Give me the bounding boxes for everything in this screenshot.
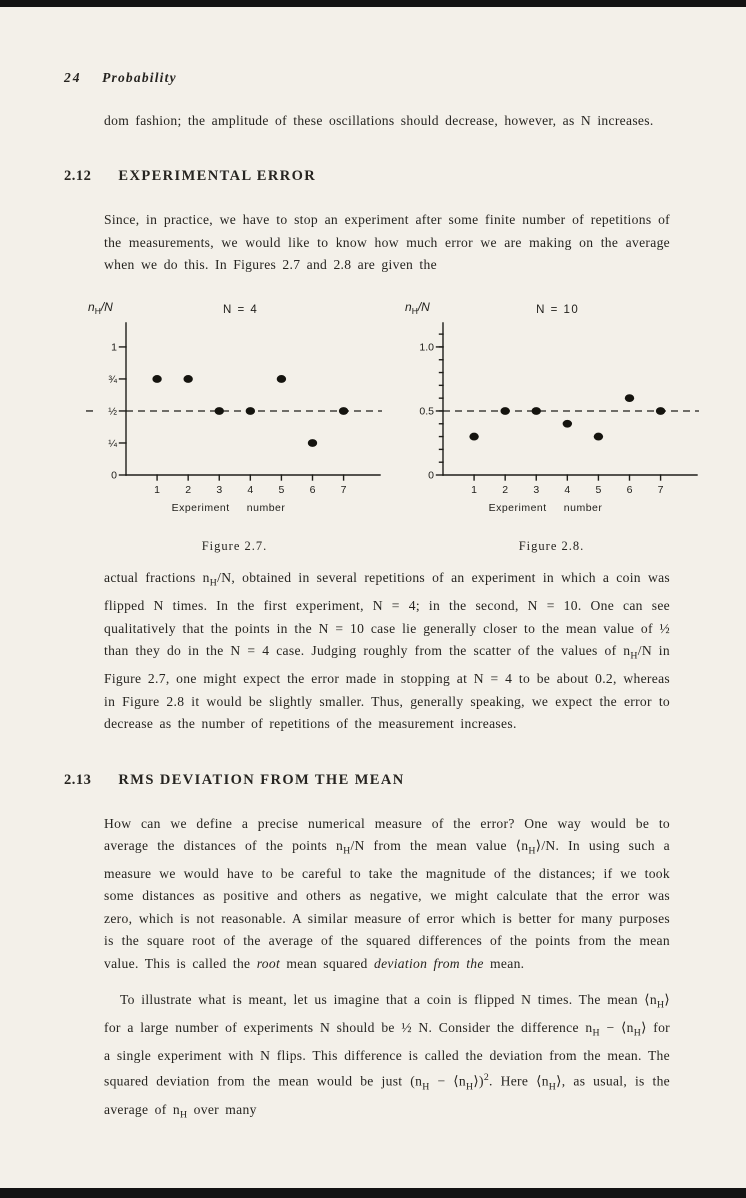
section-2-13-heading <box>64 772 704 789</box>
chart-figure-2-7 <box>82 291 384 537</box>
section-2-12-title: EXPERIMENTAL ERROR <box>118 168 317 185</box>
section-2-12-paragraph-2: actual fractions $n_H/N$, obtained in several repetitions of an experiment in which a coin was flipped N times. In the first experiment, N = 4; in the second, N = 10. One can see qualitatively that the points in the N = 10 case lie generally closer to the mean value of ½ than they do in the N = 4 case. Judging roughly from the scatter of the values of $n_H/N$ in Figure 2.7, one might expect the error made in stopping at N = 4 to be about 0.2, whereas in Figure 2.8 it would be slightly smaller. Thus, generally speaking, we expect the error to decrease as the number of repetitions of the measurement increases. <box>104 570 671 732</box>
chart-figure-2-8 <box>399 291 701 537</box>
figure-2-8-caption: Figure 2.8. <box>518 538 585 553</box>
svg-text:Experiment number: Experiment number <box>488 501 603 514</box>
svg-text:0.5: 0.5 <box>419 405 434 418</box>
svg-text:2: 2 <box>502 483 509 496</box>
figure-2-7 <box>82 291 387 554</box>
svg-text:7: 7 <box>340 483 347 496</box>
section-2-13-paragraph-1: How can we define a precise numerical measure of the error? One way would be to average the distances of the points $n_H/N$ from the mean value $⟨n_H⟩/N$. In using such a measure we would have to be careful to take the magnitude of the distances; if we took some distances as positive and others as negative, we might calculate that the error was zero, which is not reasonable. A similar measure of error which is better for many purposes is the square root of the average of the squared differences of the points from the mean value. This is called the root mean squared deviation from the mean. <box>104 815 670 971</box>
svg-text:1: 1 <box>154 483 161 496</box>
svg-text:0: 0 <box>111 469 117 482</box>
section-2-12-paragraph-1: Since, in practice, we have to stop an experiment after some finite number of repetitions of the measurements, we would like to know how much error we are making on the average when we do this. In Figures 2.7 and 2.8 are given the <box>104 212 670 273</box>
section-2-12-heading <box>64 168 704 185</box>
svg-text:4: 4 <box>564 483 571 496</box>
svg-text:4: 4 <box>247 483 254 496</box>
svg-text:1.0: 1.0 <box>419 341 434 354</box>
svg-text:¼: ¼ <box>108 437 117 450</box>
svg-text:6: 6 <box>626 483 633 496</box>
svg-text:nH/N: $n_H/N$ <box>88 299 113 316</box>
page-header <box>64 70 704 86</box>
section-2-13-number: 2.13 <box>64 771 92 788</box>
svg-text:0: 0 <box>428 469 434 482</box>
svg-text:Experiment number: Experiment number <box>171 501 286 514</box>
svg-text:N = 10: N = 10 <box>536 303 580 316</box>
figure-2-7-caption: Figure 2.7. <box>201 538 268 553</box>
paragraph-continuation: dom fashion; the amplitude of these oscillations should decrease, however, as N increases. <box>104 113 654 128</box>
figure-2-8 <box>399 291 704 554</box>
svg-text:nH/N: $n_H/N$ <box>405 299 430 316</box>
page-number: 24 <box>64 70 82 85</box>
svg-text:6: 6 <box>309 483 316 496</box>
section-2-13-title: RMS DEVIATION FROM THE MEAN <box>118 771 405 788</box>
svg-text:5: 5 <box>595 483 602 496</box>
svg-text:7: 7 <box>657 483 664 496</box>
svg-text:1: 1 <box>111 341 117 354</box>
scan-edge-bottom <box>0 1188 746 1198</box>
svg-text:¾: ¾ <box>108 373 117 386</box>
svg-text:3: 3 <box>533 483 540 496</box>
svg-text:3: 3 <box>216 483 223 496</box>
figures-row <box>82 291 704 554</box>
running-title: Probability <box>102 70 177 85</box>
section-2-13-paragraph-2: To illustrate what is meant, let us imagine that a coin is flipped N times. The mean $⟨n_H⟩$ for a large number of experiments N should be ½ N. Consider the difference $n_H$ − $⟨n_H⟩$ for a single experiment with N flips. This difference is called the deviation from the mean. The squared deviation from the mean would be just ($n_H$ − $⟨n_H⟩)^2$. Here $⟨n_H⟩$, as usual, is the average of $n_H$ over many <box>104 991 671 1121</box>
svg-text:5: 5 <box>278 483 285 496</box>
svg-text:½: ½ <box>108 405 117 418</box>
section-2-12-number: 2.12 <box>64 168 92 185</box>
svg-text:N = 4: N = 4 <box>223 303 259 316</box>
svg-text:2: 2 <box>185 483 192 496</box>
svg-text:1: 1 <box>471 483 478 496</box>
